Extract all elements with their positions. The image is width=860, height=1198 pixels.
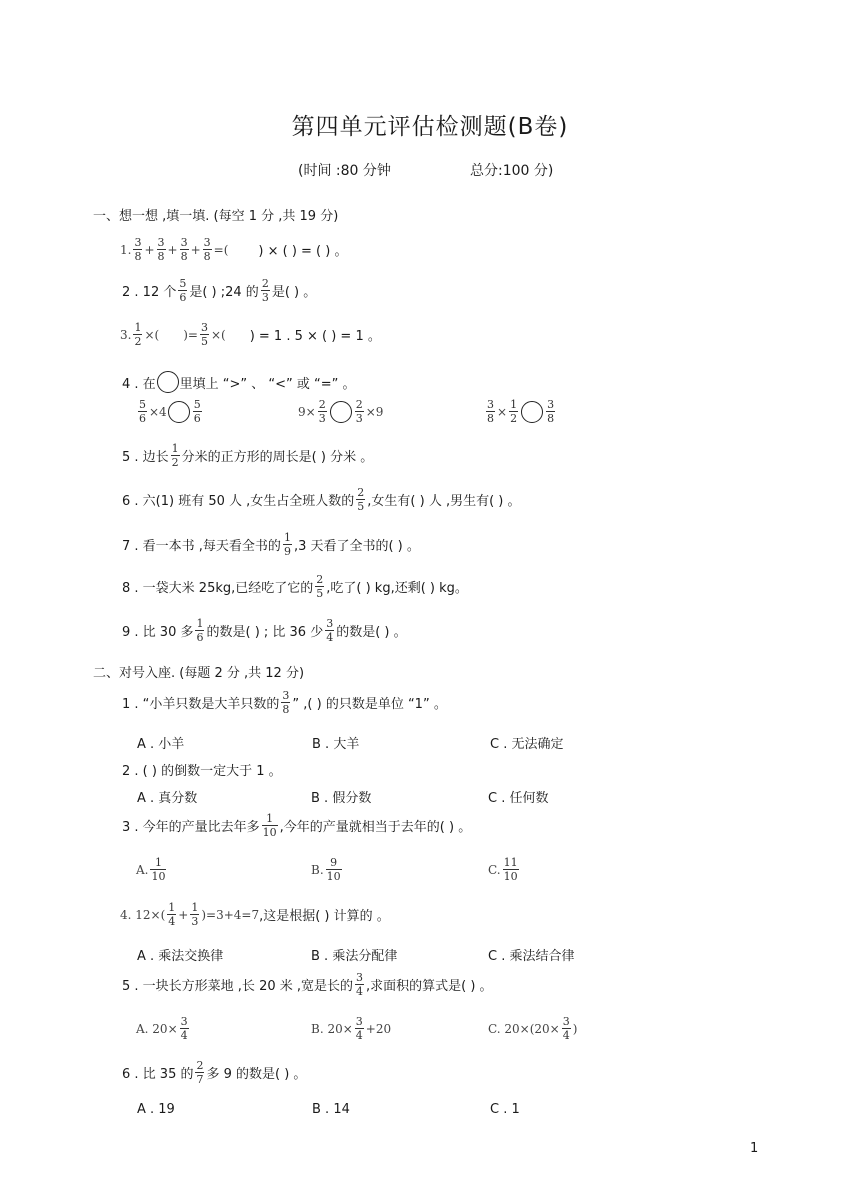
option-b[interactable]: B . 乘法分配律 — [311, 949, 398, 964]
section-2-heading: 二、对号入座. (每题 2 分 ,共 12 分) — [93, 666, 305, 681]
compare-expression-1: $\frac{5}{6}$ ×4 $\frac{5}{6}$ — [139, 398, 201, 425]
compare-expression-3: $\frac{3}{8}$ × $\frac{1}{2}$ $\frac{3}{8}$ — [487, 398, 555, 425]
question-2-2: 2 . ( ) 的倒数一定大于 1 。 — [122, 764, 282, 779]
question-1-2: 2 . 12 个 $\frac{5}{6}$ 是( ) ;24 的 $\frac{2}{3}$ 是( ) 。 — [122, 277, 317, 304]
question-2-3: 3 . 今年的产量比去年多 $\frac{1}{10}$ ,今年的产量就相当于去年的( ) 。 — [122, 812, 472, 839]
compare-expression-2: 9× $\frac{2}{3}$ $\frac{2}{3}$ ×9 — [298, 398, 384, 425]
option-a[interactable]: A . 小羊 — [137, 737, 185, 752]
option-b[interactable]: B. $\frac{9}{10}$ — [311, 856, 341, 883]
time-info: (时间 :80 分钟 — [298, 163, 391, 179]
option-c[interactable]: C . 任何数 — [488, 791, 549, 806]
option-c[interactable]: C . 乘法结合律 — [488, 949, 575, 964]
question-1-7: 7 . 看一本书 ,每天看全书的 $\frac{1}{9}$ ,3 天看了全书的( ) 。 — [122, 531, 420, 558]
option-a[interactable]: A . 乘法交换律 — [137, 949, 224, 964]
option-a[interactable]: A . 19 — [137, 1102, 175, 1117]
question-1-1: 1. $\frac{3}{8}$ + $\frac{3}{8}$ + $\frac{3}{8}$ + $\frac{3}{8}$ =( ) × ( ) = ( ) 。 — [120, 236, 348, 263]
question-1-8: 8 . 一袋大米 25kg,已经吃了它的 $\frac{2}{5}$ ,吃了( ) kg,还剩( ) kg。 — [122, 573, 468, 600]
question-2-4: 4. 12×( $\frac{1}{4}$ + $\frac{1}{3}$ )=3+4=7 ,这是根据( ) 计算的 。 — [120, 901, 390, 928]
question-1-9: 9 . 比 30 多 $\frac{1}{6}$ 的数是( ) ; 比 36 少 $\frac{3}{4}$ 的数是( ) 。 — [122, 617, 407, 644]
question-1-3: 3. $\frac{1}{2}$ ×( )= $\frac{3}{5}$ ×( ) = 1 . 5 × ( ) = 1 。 — [120, 321, 381, 348]
compare-circle[interactable] — [168, 401, 190, 423]
question-1-6: 6 . 六(1) 班有 50 人 ,女生占全班人数的 $\frac{2}{5}$ ,女生有( ) 人 ,男生有( ) 。 — [122, 486, 521, 513]
option-c[interactable]: C . 无法确定 — [490, 737, 564, 752]
option-b[interactable]: B. 20× $\frac{3}{4}$ +20 — [311, 1015, 392, 1042]
section-1-heading: 一、想一想 ,填一填. (每空 1 分 ,共 19 分) — [93, 209, 339, 224]
question-2-5: 5 . 一块长方形菜地 ,长 20 米 ,宽是长的 $\frac{3}{4}$ ,求面积的算式是( ) 。 — [122, 971, 493, 998]
option-c[interactable]: C. $\frac{11}{10}$ — [488, 856, 518, 883]
fraction: $\frac{3}{8}$ — [157, 236, 165, 263]
question-1-5: 5 . 边长 $\frac{1}{2}$ 分米的正方形的周长是( ) 分米 。 — [122, 442, 374, 469]
option-a[interactable]: A. $\frac{1}{10}$ — [136, 856, 166, 883]
fraction: $\frac{2}{3}$ — [261, 277, 269, 304]
fraction: $\frac{3}{5}$ — [200, 321, 208, 348]
question-2-6: 6 . 比 35 的 $\frac{2}{7}$ 多 9 的数是( ) 。 — [122, 1059, 307, 1086]
option-b[interactable]: B . 14 — [312, 1102, 350, 1117]
option-b[interactable]: B . 大羊 — [312, 737, 360, 752]
page-title: 第四单元评估检测题(B卷) — [291, 114, 569, 140]
circle-blank[interactable] — [157, 371, 179, 393]
page-number: 1 — [750, 1141, 759, 1156]
option-c[interactable]: C. 20×(20× $\frac{3}{4}$ ) — [488, 1015, 578, 1042]
fraction: $\frac{1}{2}$ — [134, 321, 142, 348]
fraction: $\frac{3}{8}$ — [203, 236, 211, 263]
compare-circle[interactable] — [330, 401, 352, 423]
option-b[interactable]: B . 假分数 — [311, 791, 372, 806]
question-2-1: 1 . “小羊只数是大羊只数的 $\frac{3}{8}$ ” ,( ) 的只数是单位 “1” 。 — [122, 689, 447, 716]
question-1-4: 4 . 在 里填上 “>” 、 “<” 或 “=” 。 — [122, 371, 356, 393]
compare-circle[interactable] — [521, 401, 543, 423]
fraction: $\frac{3}{8}$ — [134, 236, 142, 263]
fraction: $\frac{3}{8}$ — [180, 236, 188, 263]
option-a[interactable]: A . 真分数 — [137, 791, 198, 806]
fraction: $\frac{5}{6}$ — [179, 277, 187, 304]
score-info: 总分:100 分) — [470, 163, 554, 179]
option-c[interactable]: C . 1 — [490, 1102, 520, 1117]
option-a[interactable]: A. 20× $\frac{3}{4}$ — [136, 1015, 188, 1042]
